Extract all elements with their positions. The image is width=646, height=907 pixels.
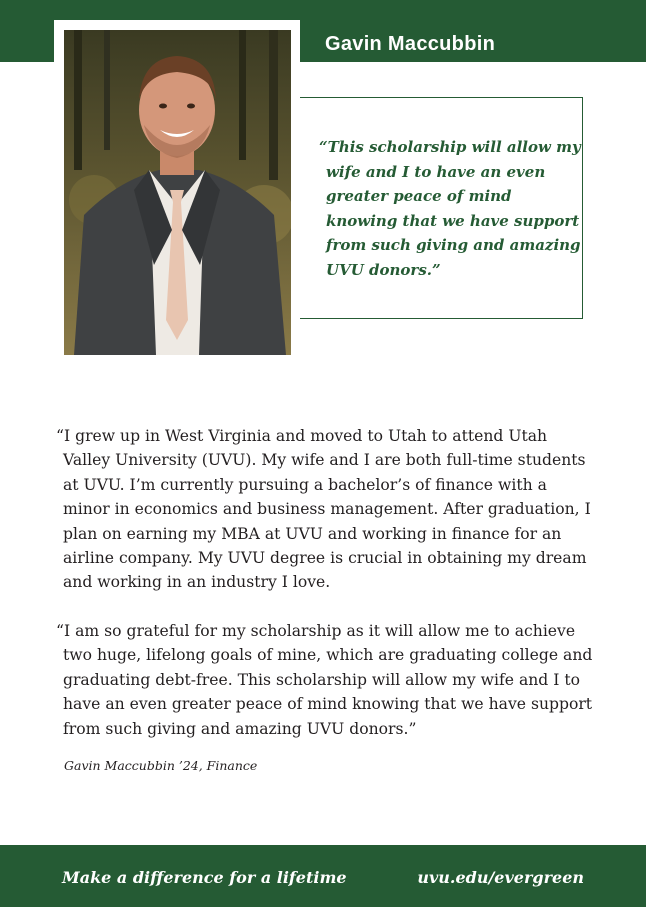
portrait-illustration [64, 30, 291, 355]
attribution: Gavin Maccubbin ’24, Finance [64, 758, 258, 773]
footer-tagline: Make a difference for a lifetime [62, 868, 347, 887]
pull-quote: “This scholarship will allow my wife and I to have an even greater peace of mind knowing that we have support from such giving and amazing UVU donors.” [319, 138, 581, 279]
body-paragraph-2: “I am so grateful for my scholarship as it will allow me to achieve two huge, lifelong goals of mine, which are graduating college and graduating debt-free. This scholarship will allow my wife and I to have an even greater peace of mind knowing that we have support from such giving and amazing UVU donors.” [56, 622, 593, 738]
footer-url-link[interactable]: uvu.edu/evergreen [417, 868, 584, 887]
body-paragraph-1: “I grew up in West Virginia and moved to Utah to attend Utah Valley University (UVU). My wife and I are both full-time students at UVU. I’m currently pursuing a bachelor’s of finance with a minor in economics and business management. After graduation, I plan on earning my MBA at UVU and working in finance for an airline company. My UVU degree is crucial in obtaining my dream and working in an industry I love. [56, 427, 591, 592]
portrait-photo [64, 30, 291, 355]
student-name: Gavin Maccubbin [325, 33, 496, 55]
